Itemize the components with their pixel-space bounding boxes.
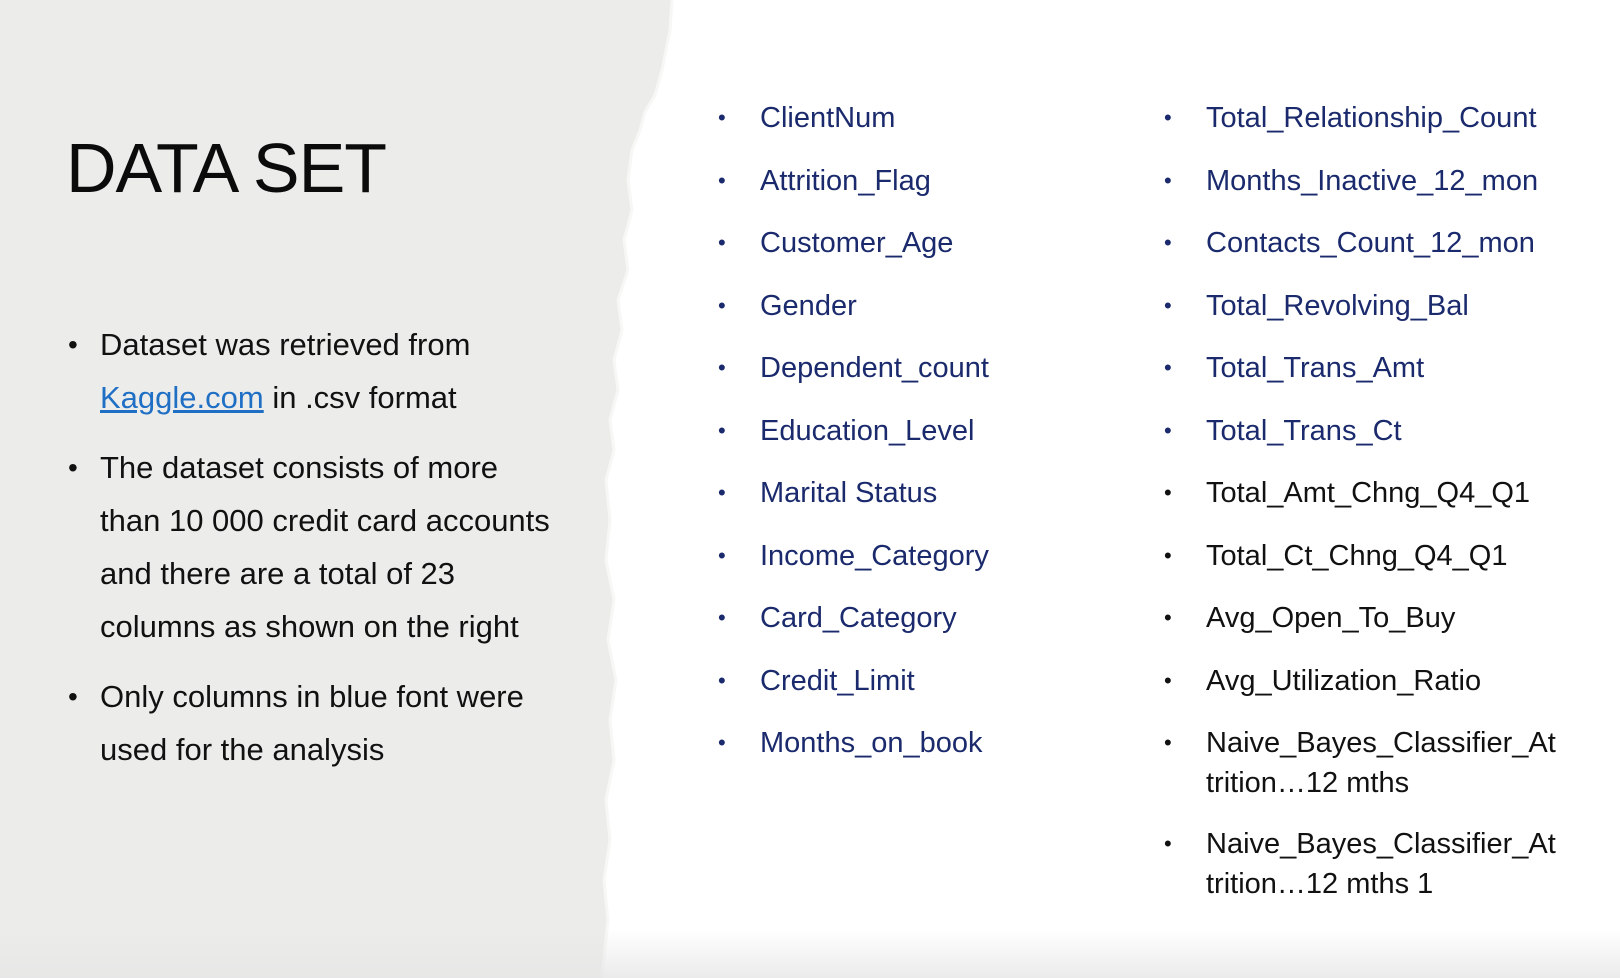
- column-item: • Income_Category: [718, 536, 1118, 599]
- column-item: • Total_Amt_Chng_Q4_Q1: [1164, 473, 1564, 536]
- column-item: • Naive_Bayes_Classifier_At trition…12 mths 1: [1164, 824, 1564, 925]
- description-bullet-source: [64, 318, 564, 424]
- source-text: Dataset was retrieved from: [100, 327, 471, 362]
- column-item: • Total_Relationship_Count: [1164, 98, 1564, 161]
- column-item: • Customer_Age: [718, 223, 1118, 286]
- column-item: • Dependent_count: [718, 348, 1118, 411]
- column-item: • Naive_Bayes_Classifier_At trition…12 mths: [1164, 723, 1564, 824]
- column-item: • Total_Trans_Amt: [1164, 348, 1564, 411]
- column-list-right: [1164, 98, 1564, 925]
- column-item: • Marital Status: [718, 473, 1118, 536]
- column-item: • Avg_Utilization_Ratio: [1164, 661, 1564, 724]
- kaggle-link[interactable]: Kaggle.com: [100, 380, 264, 415]
- description-list: [64, 318, 564, 793]
- column-item: • Total_Trans_Ct: [1164, 411, 1564, 474]
- slide-title: DATA SET: [66, 129, 387, 207]
- column-item: • Card_Category: [718, 598, 1118, 661]
- column-item: • Months_Inactive_12_mon: [1164, 161, 1564, 224]
- column-item: • Education_Level: [718, 411, 1118, 474]
- column-item: • Attrition_Flag: [718, 161, 1118, 224]
- column-item: • Gender: [718, 286, 1118, 349]
- column-list-left: [718, 98, 1118, 786]
- description-bullet-note: • Only columns in blue font were used for the analysis: [64, 670, 564, 776]
- column-item: • ClientNum: [718, 98, 1118, 161]
- bottom-shadow: [0, 930, 1620, 978]
- column-item: • Months_on_book: [718, 723, 1118, 786]
- column-item: • Total_Ct_Chng_Q4_Q1: [1164, 536, 1564, 599]
- column-item: • Credit_Limit: [718, 661, 1118, 724]
- column-item: • Total_Revolving_Bal: [1164, 286, 1564, 349]
- format-text: in .csv format: [263, 380, 457, 415]
- column-item: • Avg_Open_To_Buy: [1164, 598, 1564, 661]
- description-bullet-size: • The dataset consists of more than 10 000 credit card accounts and there are a total of 23 columns as shown on the right: [64, 441, 564, 653]
- column-item: • Contacts_Count_12_mon: [1164, 223, 1564, 286]
